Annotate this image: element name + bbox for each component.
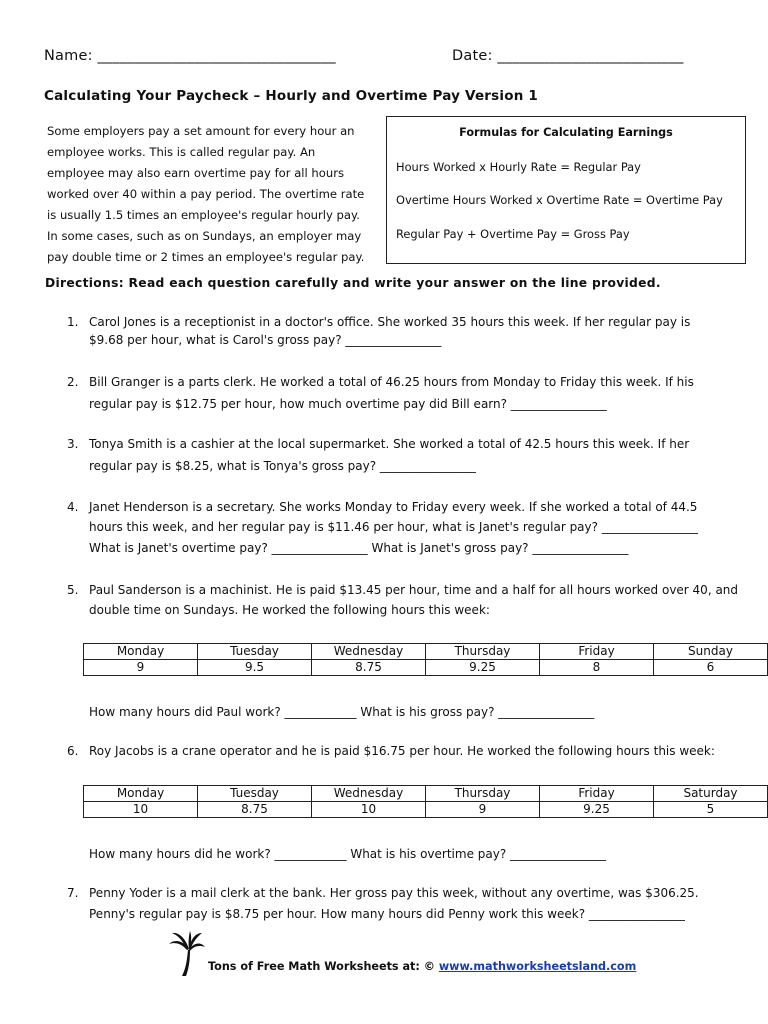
intro-line: Some employers pay a set amount for every hour an xyxy=(47,124,355,138)
hours-cell: 9.25 xyxy=(540,802,654,818)
question-2-line[interactable]: regular pay is $12.75 per hour, how much overtime pay did Bill earn? ________________ xyxy=(89,397,607,411)
question-2-line: Bill Granger is a parts clerk. He worked a total of 46.25 hours from Monday to Friday this week. If his xyxy=(89,375,694,389)
intro-line: In some cases, such as on Sundays, an employer may xyxy=(47,229,362,243)
hours-cell: 6 xyxy=(654,660,768,676)
hours-cell: 9 xyxy=(84,660,198,676)
question-4-line: Janet Henderson is a secretary. She works Monday to Friday every week. If she worked a total of 44.5 xyxy=(89,500,698,514)
intro-line: pay double time or 2 times an employee's regular pay. xyxy=(47,250,365,264)
question-number: 6. xyxy=(67,744,79,758)
hours-cell: 9 xyxy=(426,802,540,818)
day-header: Thursday xyxy=(426,644,540,660)
formulas-title: Formulas for Calculating Earnings xyxy=(459,126,673,139)
hours-table-paul xyxy=(83,643,768,676)
question-1-line: Carol Jones is a receptionist in a doctor's office. She worked 35 hours this week. If her regular pay is xyxy=(89,315,691,329)
table-row xyxy=(84,660,768,676)
intro-line: employee may also earn overtime pay for all hours xyxy=(47,166,345,180)
day-header: Thursday xyxy=(426,786,540,802)
table-row xyxy=(84,802,768,818)
intro-line: is usually 1.5 times an employee's regular hourly pay. xyxy=(47,208,360,222)
day-header: Wednesday xyxy=(312,644,426,660)
date-field[interactable]: Date: _________________________ xyxy=(452,48,684,64)
question-number: 4. xyxy=(67,500,79,514)
hours-cell: 5 xyxy=(654,802,768,818)
question-5-line: Paul Sanderson is a machinist. He is paid $13.45 per hour, time and a half for all hours worked over 40, and xyxy=(89,583,739,597)
question-7-line: Penny Yoder is a mail clerk at the bank. Her gross pay this week, without any overtime, was $306.25. xyxy=(89,886,699,900)
formula-gross-pay: Regular Pay + Overtime Pay = Gross Pay xyxy=(396,227,630,241)
intro-paragraph xyxy=(47,121,367,268)
day-header: Monday xyxy=(84,786,198,802)
question-number: 7. xyxy=(67,886,79,900)
day-header: Friday xyxy=(540,786,654,802)
formula-regular-pay: Hours Worked x Hourly Rate = Regular Pay xyxy=(396,160,641,174)
day-header: Sunday xyxy=(654,644,768,660)
question-3-line[interactable]: regular pay is $8.25, what is Tonya's gross pay? ________________ xyxy=(89,459,476,473)
hours-cell: 10 xyxy=(84,802,198,818)
question-number: 3. xyxy=(67,437,79,451)
name-field[interactable]: Name: ________________________________ xyxy=(44,48,336,64)
formula-overtime-pay: Overtime Hours Worked x Overtime Rate = Overtime Pay xyxy=(396,193,723,207)
day-header: Tuesday xyxy=(198,786,312,802)
hours-cell: 8 xyxy=(540,660,654,676)
hours-cell: 9.25 xyxy=(426,660,540,676)
intro-line: worked over 40 within a pay period. The overtime rate xyxy=(47,187,365,201)
question-4-line[interactable]: hours this week, and her regular pay is $11.46 per hour, what is Janet's regular pay? ________________ xyxy=(89,520,698,534)
footer-link[interactable]: www.mathworksheetsland.com xyxy=(438,960,637,973)
hours-cell: 10 xyxy=(312,802,426,818)
question-number: 2. xyxy=(67,375,79,389)
question-3-line: Tonya Smith is a cashier at the local supermarket. She worked a total of 42.5 hours this week. If her xyxy=(89,437,690,451)
worksheet-title: Calculating Your Paycheck – Hourly and Overtime Pay Version 1 xyxy=(44,88,538,104)
question-1-line[interactable]: $9.68 per hour, what is Carol's gross pay? ________________ xyxy=(89,333,442,347)
question-7-line[interactable]: Penny's regular pay is $8.75 per hour. How many hours did Penny work this week? ________________ xyxy=(89,907,685,921)
day-header: Friday xyxy=(540,644,654,660)
question-5-answer-line[interactable]: How many hours did Paul work? ____________ What is his gross pay? ________________ xyxy=(89,705,595,719)
directions: Directions: Read each question carefully and write your answer on the line provided. xyxy=(45,276,661,290)
question-number: 5. xyxy=(67,583,79,597)
footer-credit xyxy=(208,960,636,973)
formulas-box xyxy=(386,116,746,264)
hours-cell: 8.75 xyxy=(198,802,312,818)
palm-tree-icon xyxy=(168,930,206,978)
day-header: Monday xyxy=(84,644,198,660)
hours-cell: 9.5 xyxy=(198,660,312,676)
table-row xyxy=(84,644,768,660)
question-5-line: double time on Sundays. He worked the following hours this week: xyxy=(89,603,490,617)
hours-table-roy xyxy=(83,785,768,818)
intro-line: employee works. This is called regular pay. An xyxy=(47,145,316,159)
day-header: Tuesday xyxy=(198,644,312,660)
table-row xyxy=(84,786,768,802)
day-header: Wednesday xyxy=(312,786,426,802)
hours-cell: 8.75 xyxy=(312,660,426,676)
question-6-line: Roy Jacobs is a crane operator and he is paid $16.75 per hour. He worked the following hours this week: xyxy=(89,744,715,758)
question-number: 1. xyxy=(67,315,79,329)
day-header: Saturday xyxy=(654,786,768,802)
question-6-answer-line[interactable]: How many hours did he work? ____________ What is his overtime pay? ________________ xyxy=(89,847,607,861)
question-4-line[interactable]: What is Janet's overtime pay? ________________ What is Janet's gross pay? ________________ xyxy=(89,541,629,555)
footer-text: Tons of Free Math Worksheets at: © xyxy=(208,960,435,973)
